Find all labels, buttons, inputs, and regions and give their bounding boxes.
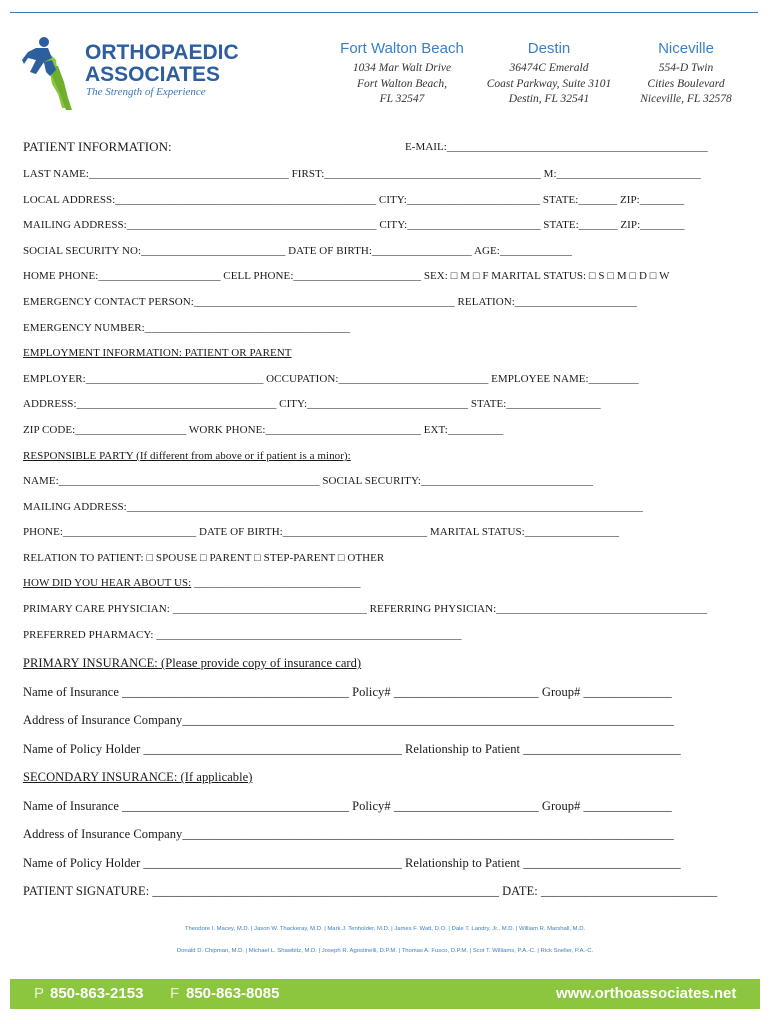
phone-sex-marital-fields[interactable]: HOME PHONE:______________________ CELL PHONE:_______________________ SEX: □ M □ F MARITAL STATUS: □ S □ M □ D □ W xyxy=(23,270,670,282)
emergency-contact-fields[interactable]: EMERGENCY CONTACT PERSON:_______________________________________________ RELATION:______________________ xyxy=(23,296,637,308)
primary-insurance-name-fields[interactable]: Name of Insurance ____________________________________ Policy# _______________________ Group# ______________ xyxy=(23,685,672,699)
office-address-line: FL 32547 xyxy=(379,93,425,105)
patient-info-heading: PATIENT INFORMATION: xyxy=(23,139,172,154)
office-address-line: 1034 Mar Walt Drive xyxy=(352,62,452,74)
office-address-line: Cities Boulevard xyxy=(647,77,725,90)
hear-about-us-label: HOW DID YOU HEAR ABOUT US: xyxy=(23,577,192,589)
responsible-party-heading: RESPONSIBLE PARTY (If different from above or if patient is a minor): xyxy=(23,450,351,462)
phone-number: 850-863-2153 xyxy=(50,985,144,1002)
primary-insurance-heading: PRIMARY INSURANCE: (Please provide copy of insurance card) xyxy=(23,656,362,670)
office-address-line: Coast Parkway, Suite 3101 xyxy=(486,77,612,90)
primary-policy-holder-fields[interactable]: Name of Policy Holder _________________________________________ Relationship to Patient _________________________ xyxy=(23,742,681,756)
logo-name-line2: ASSOCIATES xyxy=(85,63,220,86)
practice-logo xyxy=(22,36,239,116)
contact-footer xyxy=(10,979,760,1009)
pharmacy-field[interactable]: PREFERRED PHARMACY: _______________________________________________________ xyxy=(23,629,462,641)
responsible-address-field[interactable]: MAILING ADDRESS:_____________________________________________________________________________________________ xyxy=(23,501,643,513)
office-address-line: 36474C Emerald xyxy=(509,62,589,74)
logo-name-line1: ORTHOPAEDIC xyxy=(85,41,239,64)
employer-address-fields[interactable]: ADDRESS:____________________________________ CITY:_____________________________ STATE:_________________ xyxy=(23,398,601,410)
primary-insurance-address-field[interactable]: Address of Insurance Company______________________________________________________________________________ xyxy=(23,713,674,727)
office-address-line: Niceville, FL 32578 xyxy=(640,93,732,105)
doctors-list-line2: Donald D. Chipman, M.D. | Michael L. Shawbitz, M.D. | Joseph R. Agostinelli, D.P.M. | Thomas A. Fusco, D.P.M. | Scot T. Williams, P.A.-C. | Rick Sneller, P.A.-C. xyxy=(176,948,594,954)
hear-about-us-blank[interactable]: ______________________________ xyxy=(191,577,361,589)
emergency-number-field[interactable]: EMERGENCY NUMBER:_____________________________________ xyxy=(23,322,351,334)
doctors-list-line1: Theodore I. Macey, M.D. | Jason W. Thackeray, M.D. | Mark J. Tenholder, M.D. | James F. Watt, D.O. | Dale T. Landry, Jr., M.D. | William R. Marshall, M.D. xyxy=(184,926,586,932)
runner-icon xyxy=(22,36,84,112)
email-field[interactable]: E-MAIL:_______________________________________________ xyxy=(405,141,708,153)
work-phone-fields[interactable]: ZIP CODE:____________________ WORK PHONE:____________________________ EXT:__________ xyxy=(23,424,504,436)
physician-fields[interactable]: PRIMARY CARE PHYSICIAN: ___________________________________ REFERRING PHYSICIAN:______________________________________ xyxy=(23,603,708,615)
secondary-insurance-name-fields[interactable]: Name of Insurance ____________________________________ Policy# _______________________ Group# ______________ xyxy=(23,799,672,813)
website-link[interactable]: www.orthoassociates.net xyxy=(556,985,737,1002)
signature-date-fields[interactable]: PATIENT SIGNATURE: _______________________________________________________ DATE: ____________________________ xyxy=(23,884,718,898)
office-niceville xyxy=(630,40,742,108)
office-address-line: Fort Walton Beach, xyxy=(357,77,447,90)
office-city: Fort Walton Beach xyxy=(340,40,464,57)
office-address-line: 554-D Twin xyxy=(658,62,714,74)
office-city: Destin xyxy=(527,40,571,57)
local-address-fields[interactable]: LOCAL ADDRESS:_______________________________________________ CITY:________________________ STATE:_______ ZIP:________ xyxy=(23,194,685,206)
employment-heading: EMPLOYMENT INFORMATION: PATIENT OR PARENT xyxy=(23,347,292,359)
logo-tagline: The Strength of Experience xyxy=(86,86,206,98)
responsible-name-fields[interactable]: NAME:_______________________________________________ SOCIAL SECURITY:_______________________________ xyxy=(23,475,594,487)
office-address-line: Destin, FL 32541 xyxy=(508,93,590,105)
office-city: Niceville xyxy=(658,40,714,57)
secondary-policy-holder-fields[interactable]: Name of Policy Holder _________________________________________ Relationship to Patient _________________________ xyxy=(23,856,681,870)
ssn-dob-fields[interactable]: SOCIAL SECURITY NO:__________________________ DATE OF BIRTH:__________________ AGE:_____________ xyxy=(23,245,573,257)
fax-number: 850-863-8085 xyxy=(186,985,280,1002)
phone-label: P xyxy=(34,985,45,1002)
mailing-address-fields[interactable]: MAILING ADDRESS:_____________________________________________ CITY:________________________ STATE:_______ ZIP:________ xyxy=(23,219,685,231)
hear-about-us-field[interactable] xyxy=(23,577,361,589)
office-fort-walton-beach xyxy=(322,40,482,108)
fax-label: F xyxy=(170,985,180,1002)
secondary-insurance-address-field[interactable]: Address of Insurance Company______________________________________________________________________________ xyxy=(23,827,674,841)
secondary-insurance-heading: SECONDARY INSURANCE: (If applicable) xyxy=(23,770,253,784)
relation-to-patient-options[interactable]: RELATION TO PATIENT: □ SPOUSE □ PARENT □ STEP-PARENT □ OTHER xyxy=(23,552,385,564)
employer-fields[interactable]: EMPLOYER:________________________________ OCCUPATION:___________________________ EMPLOYEE NAME:_________ xyxy=(23,373,639,385)
name-fields[interactable]: LAST NAME:____________________________________ FIRST:_______________________________________ M:__________________________ xyxy=(23,168,701,180)
office-destin xyxy=(474,40,624,108)
top-divider xyxy=(10,12,758,13)
responsible-phone-fields[interactable]: PHONE:________________________ DATE OF BIRTH:__________________________ MARITAL STATUS:_________________ xyxy=(23,526,620,538)
